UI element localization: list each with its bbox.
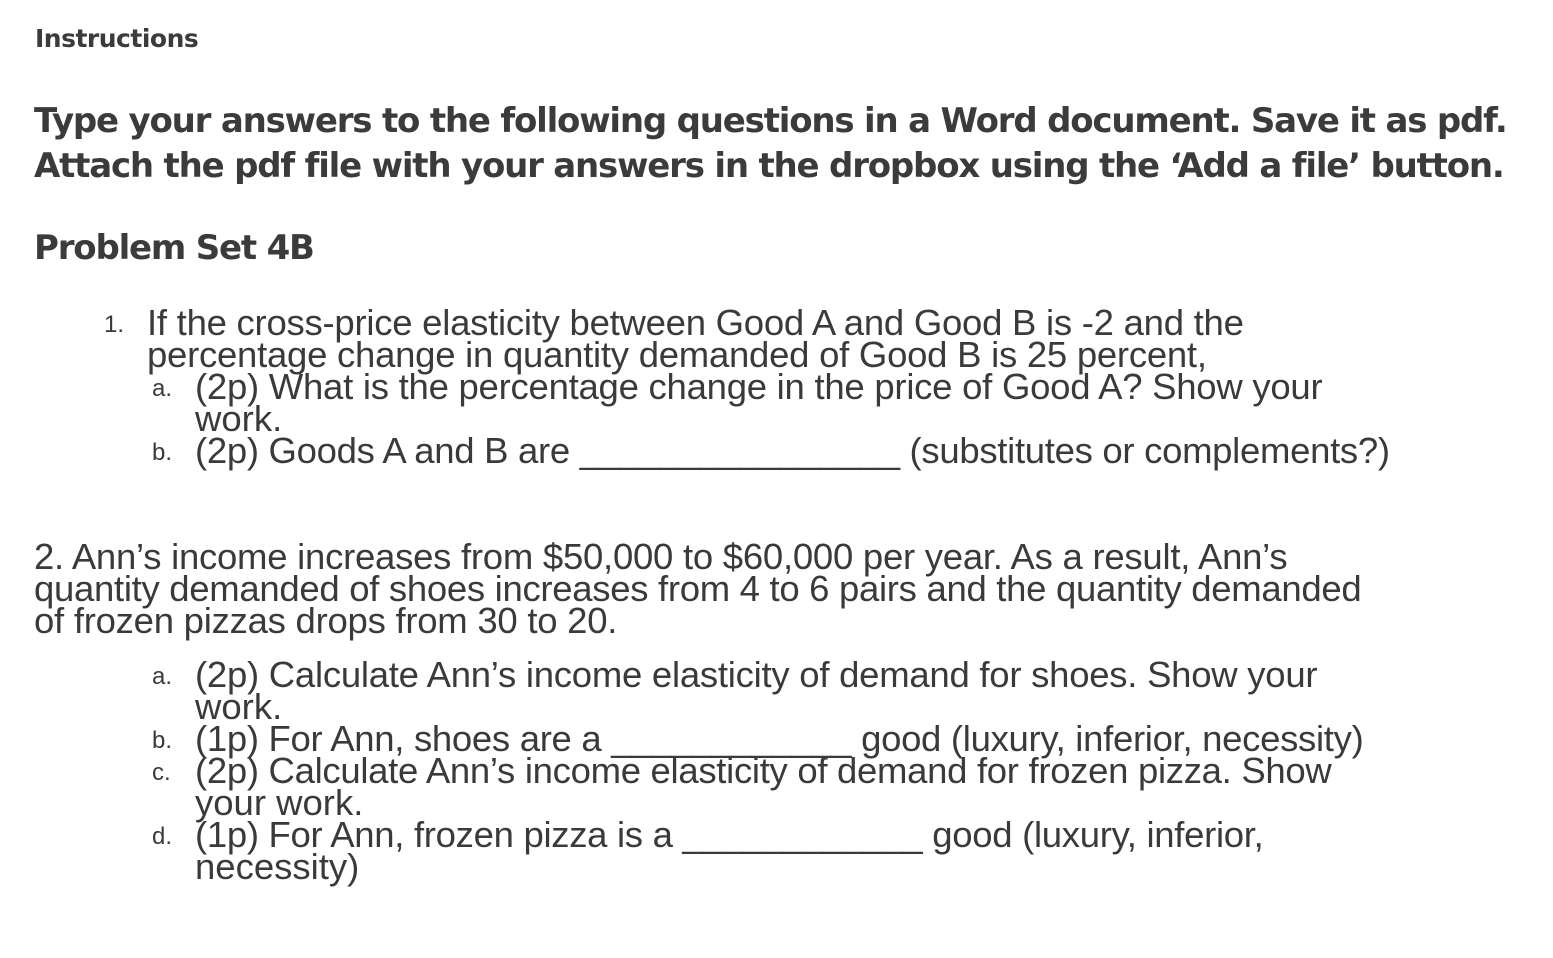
question-2a-line-1: (2p) Calculate Ann’s income elasticity of demand for shoes. Show your [195,654,1318,695]
question-2c-line-1: (2p) Calculate Ann’s income elasticity of demand for frozen pizza. Show [195,750,1332,791]
question-2-text-line-1: 2. Ann’s income increases from $50,000 to $60,000 per year. As a result, Ann’s [34,536,1288,577]
question-2-text-line-3: of frozen pizzas drops from 30 to 20. [34,600,618,641]
question-1a-line-2: work. [195,398,283,439]
question-2c-line-2: your work. [195,782,364,823]
question-2c-marker: c. [152,759,171,786]
instructions-heading: Instructions [35,24,199,53]
question-1a-line-1: (2p) What is the percentage change in the price of Good A? Show your [195,366,1323,407]
question-2d-marker: d. [152,823,173,850]
question-1-number: 1. [104,311,125,338]
question-1a-marker: a. [152,375,173,402]
problem-set-title: Problem Set 4B [34,228,314,268]
question-1b-marker: b. [152,439,173,466]
question-2b-line-1: (1p) For Ann, shoes are a ____________ good (luxury, inferior, necessity) [195,718,1364,759]
instructions-line-2: Attach the pdf file with your answers in the dropbox using the ‘Add a file’ button. [34,146,1504,186]
question-2a-marker: a. [152,663,173,690]
question-1-text-line-1: If the cross-price elasticity between Good A and Good B is -2 and the [147,302,1244,343]
question-2a-line-2: work. [195,686,283,727]
question-1b-line-1: (2p) Goods A and B are ________________ (substitutes or complements?) [195,430,1390,471]
question-2d-line-1: (1p) For Ann, frozen pizza is a ____________ good (luxury, inferior, [195,814,1264,855]
question-1-text-line-2: percentage change in quantity demanded of Good B is 25 percent, [147,334,1207,375]
question-2b-marker: b. [152,727,173,754]
question-2d-line-2: necessity) [195,846,360,887]
question-2-text-line-2: quantity demanded of shoes increases from 4 to 6 pairs and the quantity demanded [34,568,1362,609]
instructions-text [34,99,1507,189]
instructions-line-1: Type your answers to the following questions in a Word document. Save it as pdf. [34,101,1507,141]
